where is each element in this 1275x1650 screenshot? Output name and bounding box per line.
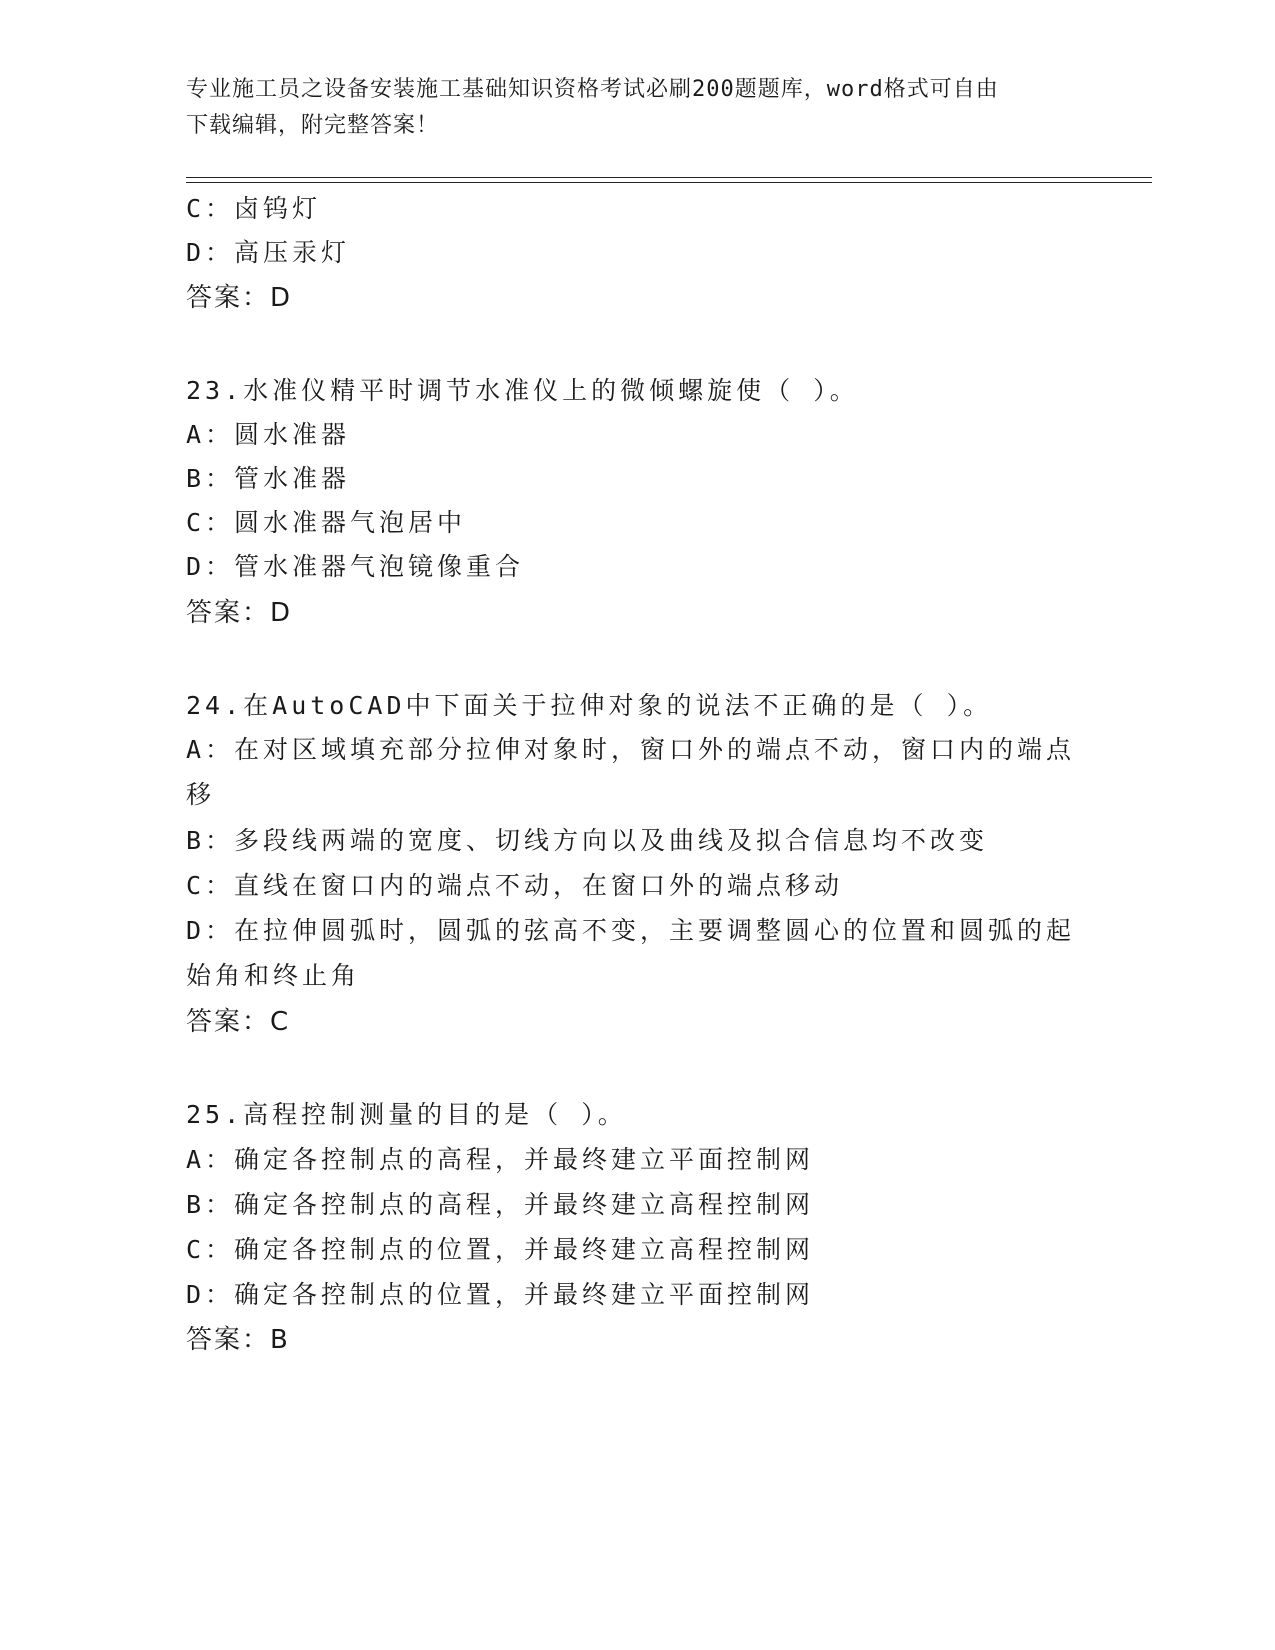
q24-option-c: C：直线在窗口内的端点不动，在窗口外的端点移动 xyxy=(186,871,844,900)
q24-option-d-line2: 始角和终止角 xyxy=(186,961,361,990)
q25-option-d: D：确定各控制点的位置，并最终建立平面控制网 xyxy=(186,1280,815,1309)
q23-option-d: D：管水准器气泡镜像重合 xyxy=(186,552,525,581)
q25-question: 25.高程控制测量的目的是（ ）。 xyxy=(186,1100,627,1129)
header-line-2: 下载编辑，附完整答案！ xyxy=(186,113,440,138)
q23-option-c: C：圆水准器气泡居中 xyxy=(186,508,467,537)
q25-option-c: C：确定各控制点的位置，并最终建立高程控制网 xyxy=(186,1235,815,1264)
header-rule-bottom xyxy=(186,182,1152,183)
q24-option-a-line2: 移 xyxy=(186,780,216,809)
q24-option-a-line1: A：在对区域填充部分拉伸对象时，窗口外的端点不动，窗口内的端点 xyxy=(186,735,1076,764)
q24-option-d-line1: D：在拉伸圆弧时，圆弧的弦高不变，主要调整圆心的位置和圆弧的起 xyxy=(186,916,1076,945)
q23-answer: 答案：D xyxy=(186,598,293,628)
q22-answer: 答案：D xyxy=(186,283,293,313)
q23-option-a: A：圆水准器 xyxy=(186,420,351,449)
q24-answer: 答案：C xyxy=(186,1007,291,1037)
q22-option-c: C：卤钨灯 xyxy=(186,194,322,223)
q23-question: 23.水准仪精平时调节水准仪上的微倾螺旋使（ ）。 xyxy=(186,376,859,405)
q24-question: 24.在AutoCAD中下面关于拉伸对象的说法不正确的是（ ）。 xyxy=(186,691,993,720)
q25-option-a: A：确定各控制点的高程，并最终建立平面控制网 xyxy=(186,1145,815,1174)
q25-option-b: B：确定各控制点的高程，并最终建立高程控制网 xyxy=(186,1190,815,1219)
q25-answer: 答案：B xyxy=(186,1325,290,1355)
q23-option-b: B：管水准器 xyxy=(186,464,351,493)
q24-option-b: B：多段线两端的宽度、切线方向以及曲线及拟合信息均不改变 xyxy=(186,826,989,855)
q22-option-d: D：高压汞灯 xyxy=(186,238,351,267)
header-rule-top xyxy=(186,177,1152,178)
header-line-1: 专业施工员之设备安装施工基础知识资格考试必刷200题题库，word格式可自由 xyxy=(186,77,999,102)
document-header xyxy=(186,72,1086,144)
